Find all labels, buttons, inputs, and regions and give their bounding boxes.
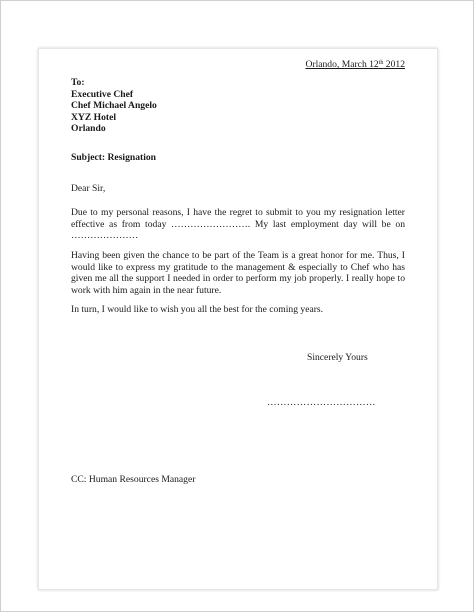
date-ordinal: th — [378, 60, 384, 66]
recipient-city: Orlando — [71, 123, 106, 135]
recipient-block — [71, 77, 157, 135]
body-paragraph-2: Having been given the chance to be part of the Team is a great honor for me. Thus, I would like to express my gratitude to the management & especially to Chef who has given me all the support I needed in order to perform my job properly. I really hope to work with him again in the near future. — [71, 250, 405, 296]
recipient-title: Executive Chef — [71, 88, 134, 100]
salutation: Dear Sir, — [71, 183, 106, 194]
to-label: To: — [71, 77, 85, 88]
letter-page — [38, 48, 438, 590]
cc-line: CC: Human Resources Manager — [71, 474, 196, 485]
recipient-name: Chef Michael Angelo — [71, 100, 157, 112]
body-paragraph-3: In turn, I would like to wish you all the best for the coming years. — [71, 304, 324, 315]
body-paragraph-1: Due to my personal reasons, I have the regret to submit to you my resignation letter effective as from today ……………………. My last employment day will be on ………………… — [71, 207, 405, 242]
closing: Sincerely Yours — [307, 352, 368, 363]
date-year: 2012 — [383, 59, 405, 70]
recipient-organization: XYZ Hotel — [71, 111, 117, 123]
letter-date — [305, 59, 405, 71]
signature-line: …………………………… — [267, 397, 376, 408]
subject-line: Subject: Resignation — [71, 152, 157, 163]
date-text: Orlando, March 12 — [305, 59, 379, 70]
